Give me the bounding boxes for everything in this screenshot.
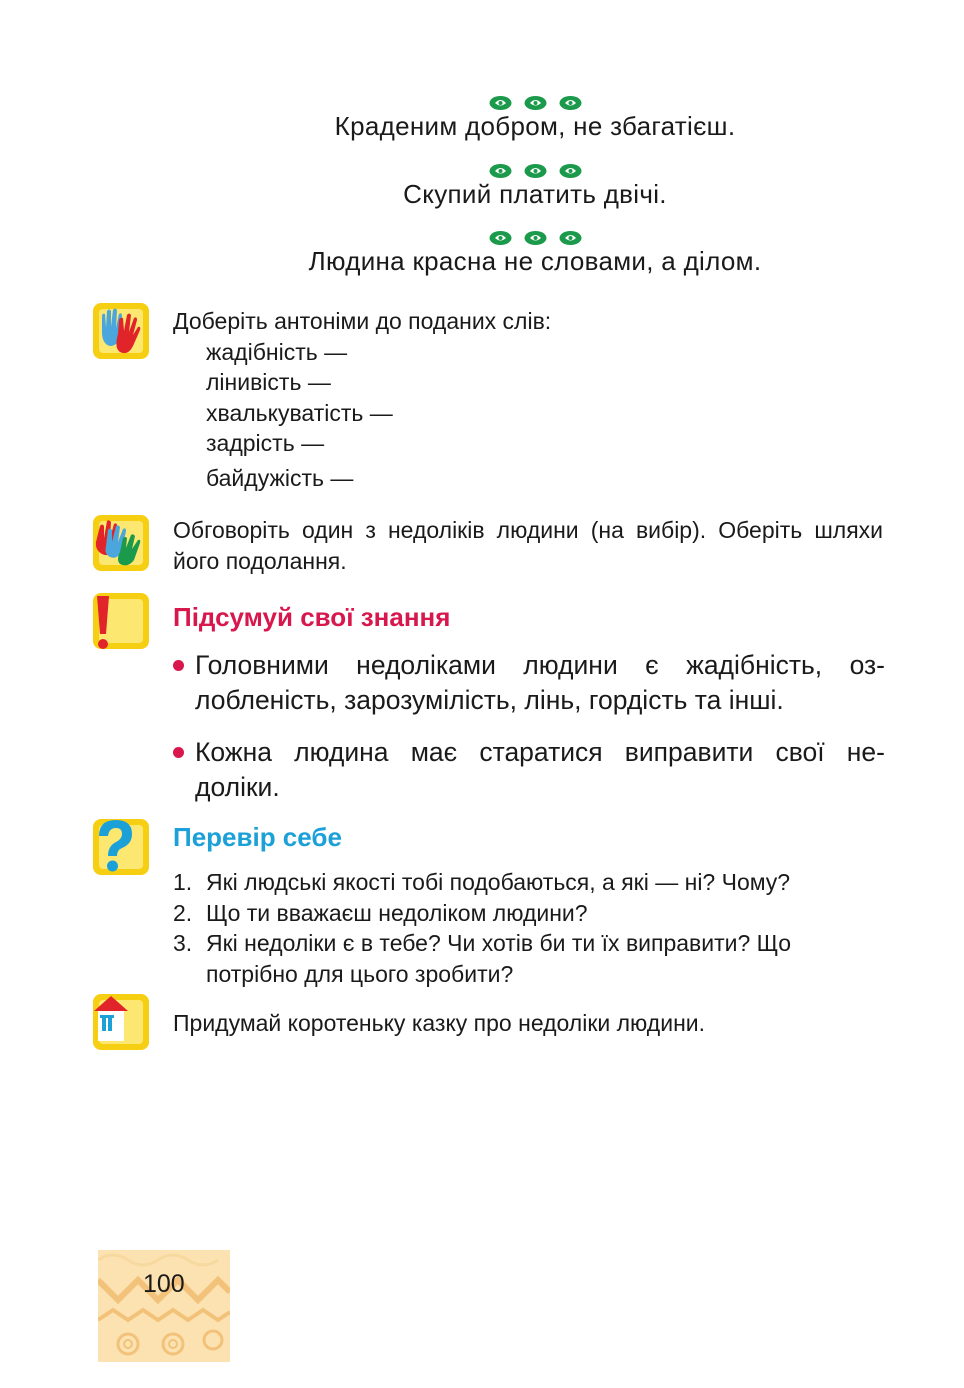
proverb-block-2 xyxy=(0,163,964,209)
ornament-divider xyxy=(106,163,964,179)
antonym-word: хвалькуватість — xyxy=(206,399,393,426)
hands-icon xyxy=(92,302,150,360)
flower-ornament-icon xyxy=(488,95,513,111)
flower-ornament-icon xyxy=(523,230,548,246)
flower-ornament-icon xyxy=(558,163,583,179)
exclamation-icon xyxy=(92,592,150,650)
flower-ornament-icon xyxy=(523,95,548,111)
summary-item xyxy=(173,735,885,805)
flower-ornament-icon xyxy=(488,230,513,246)
proverb-block-3 xyxy=(0,230,964,276)
group-hands-icon xyxy=(92,514,150,572)
house-icon xyxy=(92,993,150,1051)
question-item xyxy=(173,928,885,989)
ornament-divider xyxy=(106,230,964,246)
question-text: Що ти вважаєш недоліком людини? xyxy=(206,899,588,926)
question-number: 2. xyxy=(173,899,193,926)
flower-ornament-icon xyxy=(488,163,513,179)
proverb-text: Краденим добром, не збагатієш. xyxy=(334,111,736,141)
question-text: Які недоліки є в тебе? Чи хотів би ти їх виправити? Що потрібно для цього зробити? xyxy=(206,930,792,987)
antonym-word: лінивість — xyxy=(206,369,331,395)
flower-ornament-icon xyxy=(558,95,583,111)
summary-list xyxy=(173,648,885,805)
task-intro: Доберіть антоніми до поданих слів: xyxy=(173,308,552,334)
antonyms-task xyxy=(173,306,883,493)
ornament-divider xyxy=(106,95,964,111)
summary-item-text: Головними недоліками людини є жадібність, оз- лобленість, зарозумілість, лінь, гордість та інші. xyxy=(195,650,885,715)
self-check-title: Перевір себе xyxy=(173,822,342,852)
flower-ornament-icon xyxy=(523,163,548,179)
bullet-dot xyxy=(173,747,184,758)
question-icon xyxy=(92,818,150,876)
homework-task: Придумай коротеньку казку про недоліки людини. xyxy=(173,1010,706,1036)
self-check-questions xyxy=(173,867,885,989)
question-number: 3. xyxy=(173,930,193,956)
page-number: 100 xyxy=(143,1270,185,1298)
proverb-text: Скупий платить двічі. xyxy=(403,179,667,209)
proverb-block-1 xyxy=(0,95,964,141)
summary-title: Підсумуй свої знання xyxy=(173,602,451,632)
antonym-word: жадібність — xyxy=(206,338,348,365)
flower-ornament-icon xyxy=(558,230,583,246)
page-number-decoration xyxy=(98,1250,230,1362)
summary-item-text: Кожна людина має старатися виправити свої не- доліки. xyxy=(195,737,885,802)
antonym-word: задрість — xyxy=(206,430,325,456)
antonym-word: байдужість — xyxy=(206,464,354,491)
question-number: 1. xyxy=(173,869,193,895)
question-text: Які людські якості тобі подобаються, а які — ні? Чому? xyxy=(206,869,791,895)
proverb-text: Людина красна не словами, а ділом. xyxy=(308,246,762,276)
summary-item xyxy=(173,648,885,718)
question-item xyxy=(173,898,885,929)
question-item xyxy=(173,867,885,898)
bullet-dot xyxy=(173,660,184,671)
discuss-task: Обговоріть один з недоліків людини (на вибір). Оберіть шляхи його подолання. xyxy=(173,517,883,574)
